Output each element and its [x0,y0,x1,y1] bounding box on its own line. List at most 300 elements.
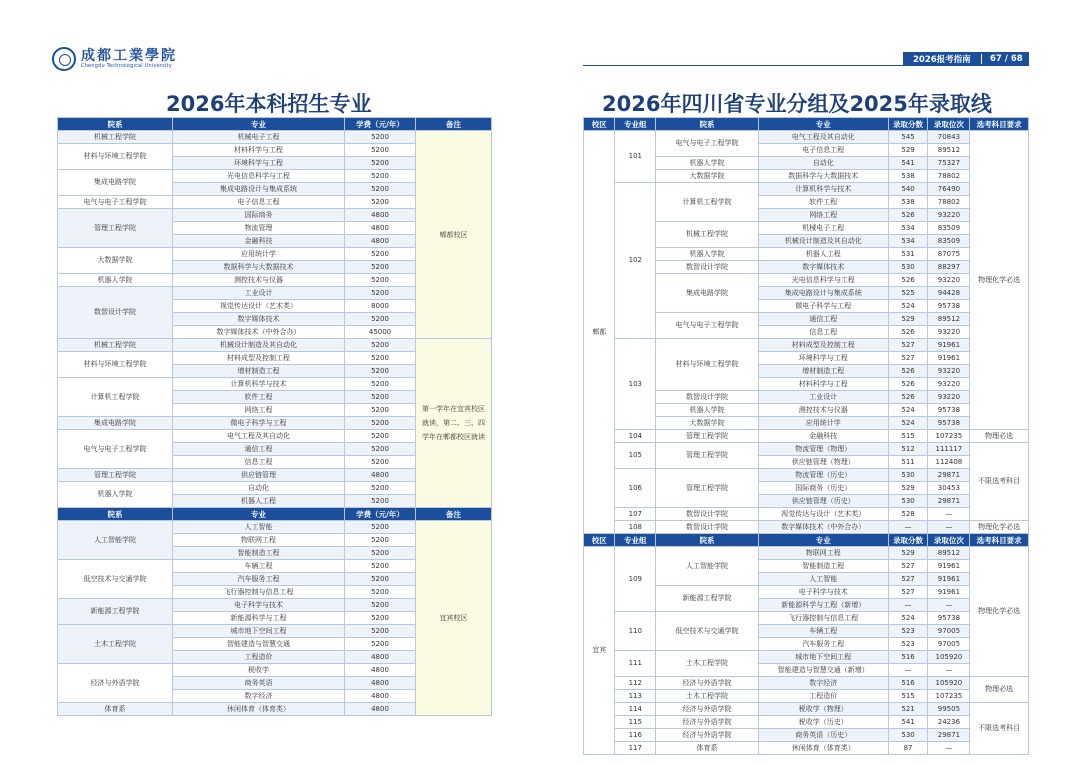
score-cell: 530 [888,261,928,274]
group-code-cell: 105 [615,443,656,469]
rank-cell: 89512 [928,547,970,560]
score-cell: 527 [888,573,928,586]
score-cell: 538 [888,196,928,209]
rank-cell: 78802 [928,170,970,183]
column-header: 专业 [173,118,345,131]
tuition-cell: 5200 [345,196,416,209]
tuition-cell: 4800 [345,664,416,677]
department-cell: 管理工程学院 [58,469,173,482]
tuition-cell: 5200 [345,261,416,274]
tuition-cell: 4800 [345,209,416,222]
tuition-cell: 5200 [345,443,416,456]
score-cell: — [888,521,928,534]
major-cell: 机械电子工程 [173,131,345,144]
department-cell: 数智设计学院 [656,521,759,534]
department-cell: 土木工程学院 [58,625,173,664]
tuition-cell: 5200 [345,339,416,352]
column-header: 备注 [416,118,492,131]
major-cell: 国际商务 [173,209,345,222]
column-header: 录取分数 [888,118,928,131]
table-row [584,183,1029,196]
table-header-row [58,508,492,521]
major-cell: 电子信息工程 [758,144,888,157]
table-header-row [584,118,1029,131]
major-cell: 机器人工程 [173,495,345,508]
tuition-cell: 5200 [345,573,416,586]
department-cell: 机械工程学院 [58,131,173,144]
score-cell: 524 [888,612,928,625]
department-cell: 管理工程学院 [58,209,173,248]
column-header: 录取位次 [928,118,970,131]
major-cell: 软件工程 [173,391,345,404]
score-cell: 526 [888,274,928,287]
tuition-cell: 5200 [345,586,416,599]
rank-cell: 95738 [928,417,970,430]
header-rule [583,65,1029,66]
department-cell: 管理工程学院 [656,443,759,469]
major-cell: 视觉传达与设计（艺术类） [758,508,888,521]
rank-cell: 83509 [928,222,970,235]
major-cell: 物流管理（历史） [758,469,888,482]
group-code-cell: 111 [615,651,656,677]
major-cell: 智能制造工程 [758,560,888,573]
department-cell: 计算机工程学院 [58,378,173,417]
score-cell: 525 [888,287,928,300]
department-cell: 大数据学院 [58,248,173,274]
table-row [584,430,1029,443]
major-cell: 测控技术与仪器 [758,404,888,417]
major-cell: 工程造价 [758,690,888,703]
score-cell: 527 [888,560,928,573]
major-cell: 信息工程 [758,326,888,339]
major-cell: 供应链管理（物理） [758,456,888,469]
score-cell: — [888,664,928,677]
table-row [584,651,1029,664]
column-header: 院系 [656,534,759,547]
major-cell: 数字媒体技术 [173,313,345,326]
column-header: 专业组 [615,534,656,547]
rank-cell: 107235 [928,690,970,703]
department-cell: 管理工程学院 [656,469,759,508]
score-cell: 524 [888,404,928,417]
major-cell: 自动化 [758,157,888,170]
rank-cell: 75327 [928,157,970,170]
major-cell: 机器人工程 [758,248,888,261]
tuition-cell: 5200 [345,417,416,430]
school-name-en: Chengdu Technological University [81,62,172,69]
department-cell: 体育系 [58,703,173,716]
score-cell: 87 [888,742,928,755]
major-cell: 车辆工程 [173,560,345,573]
department-cell: 机械工程学院 [656,222,759,248]
rank-cell: 76490 [928,183,970,196]
tuition-cell: 4800 [345,690,416,703]
score-cell: 534 [888,222,928,235]
tuition-cell: 4800 [345,703,416,716]
score-cell: 541 [888,716,928,729]
tuition-cell: 4800 [345,222,416,235]
department-cell: 计算机工程学院 [656,183,759,222]
table-row [584,742,1029,755]
group-code-cell: 110 [615,612,656,651]
department-cell: 集成电路学院 [656,274,759,313]
subject-requirement-cell: 不限选考科目 [970,703,1029,755]
rank-cell: 105920 [928,651,970,664]
tuition-cell: 5200 [345,547,416,560]
score-cell: 516 [888,677,928,690]
tuition-cell: 45000 [345,326,416,339]
rank-cell: 89512 [928,313,970,326]
score-cell: 530 [888,729,928,742]
score-cell: 515 [888,690,928,703]
group-code-cell: 106 [615,469,656,508]
subject-requirement-cell: 物理化学必选 [970,521,1029,534]
major-cell: 工程造价 [173,651,345,664]
rank-cell: 91961 [928,352,970,365]
score-cell: 530 [888,495,928,508]
column-header: 备注 [416,508,492,521]
column-header: 校区 [584,534,615,547]
major-cell: 材料科学与工程 [758,378,888,391]
group-code-cell: 102 [615,183,656,339]
major-cell: 应用统计学 [758,417,888,430]
group-code-cell: 114 [615,703,656,716]
rank-cell: 93220 [928,365,970,378]
group-code-cell: 104 [615,430,656,443]
major-cell: 工业设计 [758,391,888,404]
group-code-cell: 103 [615,339,656,430]
department-cell: 经济与外语学院 [656,703,759,716]
tuition-cell: 5200 [345,287,416,300]
page-number: 67 / 68 [990,54,1023,64]
score-cell: 526 [888,378,928,391]
school-name-cn: 成都工業學院 [81,47,177,64]
group-code-cell: 116 [615,729,656,742]
tuition-cell: 5200 [345,560,416,573]
tuition-cell: 4800 [345,469,416,482]
major-cell: 电子科学与技术 [758,586,888,599]
column-header: 院系 [58,508,173,521]
tuition-cell: 5200 [345,638,416,651]
table-row [584,547,1029,560]
department-cell: 土木工程学院 [656,690,759,703]
major-cell: 集成电路设计与集成系统 [758,287,888,300]
table-row [58,521,492,534]
column-header: 专业组 [615,118,656,131]
major-cell: 自动化 [173,482,345,495]
subject-requirement-cell: 物理化学必选 [970,131,1029,430]
major-cell: 城市地下空间工程 [173,625,345,638]
tuition-cell: 5200 [345,456,416,469]
score-cell: 524 [888,300,928,313]
major-cell: 人工智能 [173,521,345,534]
department-cell: 大数据学院 [656,170,759,183]
left-page-title: 2026年本科招生专业 [166,92,372,116]
rank-cell: 91961 [928,573,970,586]
tuition-cell: 4800 [345,651,416,664]
tuition-cell: 5200 [345,599,416,612]
department-cell: 土木工程学院 [656,651,759,677]
table-row [584,521,1029,534]
rank-cell: 95738 [928,612,970,625]
rank-cell: — [928,664,970,677]
tuition-cell: 5200 [345,625,416,638]
rank-cell: 99505 [928,703,970,716]
table-row [584,716,1029,729]
tuition-cell: 5200 [345,391,416,404]
column-header: 录取分数 [888,534,928,547]
department-cell: 材料与环境工程学院 [58,352,173,378]
score-cell: 524 [888,417,928,430]
score-cell: 530 [888,469,928,482]
table-row [584,469,1029,482]
rank-cell: — [928,742,970,755]
rank-cell: 93220 [928,209,970,222]
table-row [584,703,1029,716]
tuition-cell: 5200 [345,144,416,157]
major-cell: 集成电路设计与集成系统 [173,183,345,196]
tuition-cell: 4800 [345,235,416,248]
rank-cell: — [928,521,970,534]
column-header: 学费（元/年） [345,508,416,521]
score-cell: 526 [888,209,928,222]
major-cell: 智能制造工程 [173,547,345,560]
tuition-cell: 4800 [345,677,416,690]
guide-badge-label: 2026报考指南 [913,55,971,65]
table-row [58,131,492,144]
major-cell: 税收学（历史） [758,716,888,729]
major-cell: 物联网工程 [173,534,345,547]
score-cell: 511 [888,456,928,469]
department-cell: 数智设计学院 [656,391,759,404]
major-cell: 视觉传达设计（艺术类） [173,300,345,313]
campus-cell: 郫都 [584,131,615,534]
score-cell: 545 [888,131,928,144]
column-header: 选考科目要求 [970,534,1029,547]
right-page-title: 2026年四川省专业分组及2025年录取线 [602,92,992,116]
score-cell: 512 [888,443,928,456]
major-cell: 光电信息科学与工程 [173,170,345,183]
campus-cell: 宜宾 [584,547,615,755]
department-cell: 体育系 [656,742,759,755]
major-cell: 商务英语（历史） [758,729,888,742]
tuition-cell: 5200 [345,183,416,196]
major-cell: 计算机科学与技术 [173,378,345,391]
major-cell: 微电子科学与工程 [173,417,345,430]
major-cell: 电子科学与技术 [173,599,345,612]
major-cell: 网络工程 [173,404,345,417]
rank-cell: 107235 [928,430,970,443]
score-cell: 529 [888,547,928,560]
department-cell: 新能源工程学院 [58,599,173,625]
tuition-cell: 5200 [345,157,416,170]
department-cell: 经济与外语学院 [656,677,759,690]
group-code-cell: 112 [615,677,656,690]
table-row [584,729,1029,742]
major-cell: 智能建造与智慧交通 [173,638,345,651]
column-header: 专业 [758,534,888,547]
rank-cell: 94428 [928,287,970,300]
campus-note: 宜宾校区 [416,521,492,716]
rank-cell: 30453 [928,482,970,495]
campus-note: 第一学年在宜宾校区就读，第二、三、四学年在郫都校区就读 [416,339,492,508]
major-cell: 休闲体育（体育类） [758,742,888,755]
major-cell: 材料成型及控制工程 [173,352,345,365]
tuition-cell: 5200 [345,352,416,365]
major-cell: 信息工程 [173,456,345,469]
rank-cell: 88297 [928,261,970,274]
tuition-cell: 5200 [345,521,416,534]
rank-cell: 93220 [928,391,970,404]
major-cell: 税收学（物理） [758,703,888,716]
major-cell: 应用统计学 [173,248,345,261]
major-cell: 增材制造工程 [758,365,888,378]
major-cell: 数字经济 [758,677,888,690]
major-cell: 数字媒体技术（中外合办） [758,521,888,534]
major-cell: 数字媒体技术（中外合办） [173,326,345,339]
department-cell: 新能源工程学院 [656,586,759,612]
major-cell: 新能源科学与工程（新增） [758,599,888,612]
rank-cell: 111117 [928,443,970,456]
column-header: 录取位次 [928,534,970,547]
major-cell: 飞行器控制与信息工程 [758,612,888,625]
rank-cell: 97005 [928,638,970,651]
group-code-cell: 115 [615,716,656,729]
department-cell: 机器人学院 [656,404,759,417]
rank-cell: 29871 [928,469,970,482]
score-cell: 527 [888,339,928,352]
department-cell: 机械工程学院 [58,339,173,352]
table-row [584,443,1029,456]
rank-cell: 78802 [928,196,970,209]
school-logo [52,46,177,72]
group-code-cell: 101 [615,131,656,183]
department-cell: 机器人学院 [58,274,173,287]
column-header: 院系 [656,118,759,131]
major-cell: 飞行器控制与信息工程 [173,586,345,599]
tuition-cell: 5200 [345,430,416,443]
rank-cell: 83509 [928,235,970,248]
department-cell: 机器人学院 [656,157,759,170]
score-cell: 540 [888,183,928,196]
major-cell: 休闲体育（体育类） [173,703,345,716]
major-cell: 新能源科学与工程 [173,612,345,625]
major-cell: 供应链管理（历史） [758,495,888,508]
major-cell: 机械设计制造及其自动化 [173,339,345,352]
major-cell: 光电信息科学与工程 [758,274,888,287]
major-cell: 汽车服务工程 [173,573,345,586]
rank-cell: 112408 [928,456,970,469]
rank-cell: 91961 [928,339,970,352]
school-seal-icon [52,47,76,71]
column-header: 专业 [758,118,888,131]
major-cell: 车辆工程 [758,625,888,638]
major-cell: 物流管理（物理） [758,443,888,456]
column-header: 学费（元/年） [345,118,416,131]
major-cell: 数字经济 [173,690,345,703]
department-cell: 集成电路学院 [58,417,173,430]
rank-cell: 95738 [928,404,970,417]
score-cell: 515 [888,430,928,443]
table-header-row [584,534,1029,547]
rank-cell: 70843 [928,131,970,144]
major-cell: 计算机科学与技术 [758,183,888,196]
major-cell: 电气工程及其自动化 [758,131,888,144]
major-cell: 物联网工程 [758,547,888,560]
major-cell: 网络工程 [758,209,888,222]
major-cell: 通信工程 [758,313,888,326]
major-cell: 数据科学与大数据技术 [758,170,888,183]
department-cell: 人工智能学院 [656,547,759,586]
tuition-cell: 5200 [345,248,416,261]
table-row [584,677,1029,690]
score-cell: 523 [888,638,928,651]
rank-cell: 97005 [928,625,970,638]
department-cell: 电气与电子工程学院 [656,313,759,339]
department-cell: 经济与外语学院 [656,716,759,729]
score-cell: 526 [888,365,928,378]
score-cell: — [888,599,928,612]
rank-cell: 93220 [928,378,970,391]
major-cell: 材料成型及控制工程 [758,339,888,352]
major-cell: 微电子科学与工程 [758,300,888,313]
table-row [584,339,1029,352]
table-row [584,508,1029,521]
department-cell: 人工智能学院 [58,521,173,560]
major-cell: 电子信息工程 [173,196,345,209]
rank-cell: 93220 [928,274,970,287]
major-cell: 智能建造与智慧交通（新增） [758,664,888,677]
rank-cell: 89512 [928,144,970,157]
guide-badge [903,52,1029,66]
score-cell: 523 [888,625,928,638]
major-cell: 金融科技 [758,430,888,443]
department-cell: 管理工程学院 [656,430,759,443]
department-cell: 材料与环境工程学院 [58,144,173,170]
score-cell: 527 [888,586,928,599]
department-cell: 集成电路学院 [58,170,173,196]
major-cell: 供应链管理 [173,469,345,482]
major-cell: 材料科学与工程 [173,144,345,157]
major-cell: 增材制造工程 [173,365,345,378]
rank-cell: — [928,508,970,521]
department-cell: 机器人学院 [58,482,173,508]
major-cell: 通信工程 [173,443,345,456]
score-cell: 516 [888,651,928,664]
score-cell: 527 [888,352,928,365]
column-header: 院系 [58,118,173,131]
tuition-cell: 8000 [345,300,416,313]
major-cell: 汽车服务工程 [758,638,888,651]
major-cell: 软件工程 [758,196,888,209]
group-code-cell: 107 [615,508,656,521]
tuition-cell: 5200 [345,274,416,287]
tuition-cell: 5200 [345,313,416,326]
subject-requirement-cell: 物理必选 [970,430,1029,443]
table-row [584,690,1029,703]
rank-cell: 91961 [928,560,970,573]
tuition-cell: 5200 [345,534,416,547]
group-code-cell: 108 [615,521,656,534]
department-cell: 材料与环境工程学院 [656,339,759,391]
major-cell: 城市地下空间工程 [758,651,888,664]
department-cell: 经济与外语学院 [58,664,173,703]
score-cell: 526 [888,391,928,404]
table-row [584,131,1029,144]
department-cell: 数智设计学院 [656,508,759,521]
major-cell: 物流管理 [173,222,345,235]
admission-score-table [583,117,1029,755]
